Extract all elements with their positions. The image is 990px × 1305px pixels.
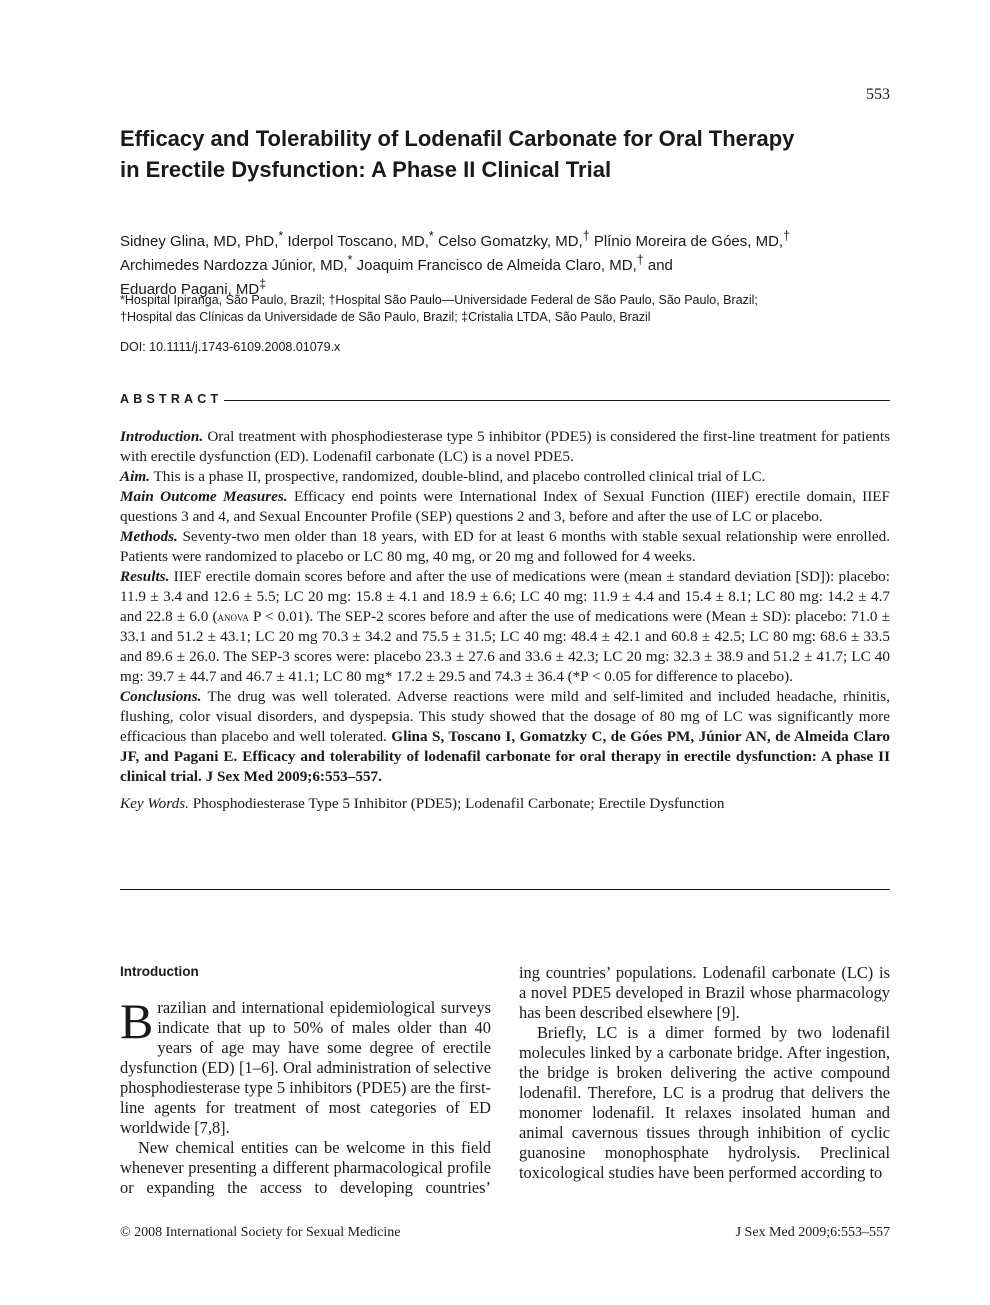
- footer-copyright: © 2008 International Society for Sexual Medicine: [120, 1225, 401, 1240]
- abstract-methods: Methods. Seventy-two men older than 18 years, with ED for at least 6 months with stable sexual relationship were enrolled. Patients were randomized to placebo or LC 80 mg, 40 mg, or 20 mg and followed for 4 weeks.: [120, 528, 890, 565]
- abstract-bottom-rule: [120, 889, 890, 890]
- author-4: Plínio Moreira de Góes, MD,†: [593, 229, 791, 250]
- author-3: Celso Gomatzky, MD,†: [437, 229, 590, 250]
- author-list: [120, 227, 900, 299]
- paragraph-1: Brazilian and international epidemiological surveys indicate that up to 50% of males older than 40 years of age may have some degree of erectile dysfunction (ED) [1–6]. Oral administration of selective phosphodiesterase type 5 inhibitors (PDE5) are the first-line agents for treatment of most categories of ED worldwide [7,8].: [120, 993, 491, 1137]
- abstract-label: ABSTRACT: [120, 392, 223, 406]
- author-5: Archimedes Nardozza Júnior, MD,*: [120, 253, 353, 274]
- body-column-left: [120, 963, 491, 1198]
- abstract-header: [120, 390, 890, 408]
- doi[interactable]: DOI: 10.1111/j.1743-6109.2008.01079.x: [120, 340, 341, 354]
- footer-journal-citation: J Sex Med 2009;6:553–557: [735, 1225, 890, 1240]
- abstract-conclusions: Conclusions. The drug was well tolerated. Adverse reactions were mild and self-limited and included headache, rhinitis, flushing, color visual disorders, and dyspepsia. This study showed that the dosage of 80 mg of LC was significantly more efficacious than placebo and well tolerated. Glina S, Toscano I, Gomatzky C, de Góes PM, Júnior AN, de Almeida Claro JF, and Pagani E. Efficacy and tolerability of lodenafil carbonate for oral therapy in erectile dysfunction: A phase II clinical trial. J Sex Med 2009;6:553–557.: [120, 688, 891, 785]
- affiliations: [120, 292, 900, 326]
- author-1: Sidney Glina, MD, PhD,*: [120, 229, 284, 250]
- paragraph-3: Briefly, LC is a dimer formed by two lodenafil molecules linked by a carbonate bridge. After ingestion, the bridge is broken delivering the active compound lodenafil. Therefore, LC is a prodrug that delivers the monomer lodenafil. It relaxes insolated human and animal cavernous tissues through inhibition of cyclic guanosine monophosphate hydrolysis. Preclinical toxicological studies have been performed according to: [519, 1023, 890, 1182]
- abstract-measures: Main Outcome Measures. Efficacy end points were International Index of Sexual Function (IIEF) erectile domain, IIEF questions 3 and 4, and Sexual Encounter Profile (SEP) questions 2 and 3, before and after the use of LC or placebo.: [120, 488, 890, 525]
- author-6: Joaquim Francisco de Almeida Claro, MD,† and: [356, 253, 673, 274]
- abstract-results: Results. IIEF erectile domain scores before and after the use of medications were (mean ± standard deviation [SD]): placebo: 11.9 ± 3.4 and 12.6 ± 5.5; LC 20 mg: 15.8 ± 4.1 and 18.9 ± 6.6; LC 40 mg: 11.9 ± 4.4 and 15.4 ± 8.1; LC 80 mg: 14.2 ± 4.7 and 22.8 ± 6.0 (anova P < 0.01). The SEP-2 scores before and after the use of medications were (Mean ± SD): placebo: 71.0 ± 33.1 and 51.2 ± 43.1; LC 20 mg 70.3 ± 34.2 and 75.5 ± 31.5; LC 40 mg: 48.4 ± 42.1 and 60.8 ± 42.5; LC 80 mg: 68.6 ± 33.5 and 89.6 ± 26.0. The SEP-3 scores were: placebo 23.3 ± 27.6 and 33.6 ± 42.3; LC 20 mg: 32.3 ± 38.9 and 51.2 ± 41.7; LC 40 mg: 39.7 ± 44.7 and 46.7 ± 41.1; LC 80 mg* 17.2 ± 29.5 and 74.3 ± 36.4 (*P < 0.05 for difference to placebo).: [120, 568, 890, 685]
- section-heading-introduction: Introduction: [120, 964, 199, 979]
- affiliation-line-2: †Hospital das Clínicas da Universidade de São Paulo, Brazil; ‡Cristalia LTDA, São Paulo, Brazil: [120, 310, 651, 324]
- title-line-2: in Erectile Dysfunction: A Phase II Clinical Trial: [120, 157, 612, 182]
- abstract-body: [120, 427, 890, 814]
- abstract-aim: Aim. This is a phase II, prospective, randomized, double-blind, and placebo controlled clinical trial of LC.: [120, 468, 766, 485]
- abstract-rule: [224, 400, 890, 401]
- article-title: [120, 123, 890, 185]
- paragraph-2-continued: ing countries’ populations. Lodenafil carbonate (LC) is a novel PDE5 developed in Brazil whose pharmacology has been described elsewhere [9].: [519, 963, 890, 1022]
- title-line-1: Efficacy and Tolerability of Lodenafil Carbonate for Oral Therapy: [120, 126, 795, 151]
- body-column-right: [519, 963, 890, 1183]
- drop-cap: B: [120, 993, 154, 1049]
- citation: Glina S, Toscano I, Gomatzky C, de Góes PM, Júnior AN, de Almeida Claro JF, and Pagani E. Efficacy and tolerability of lodenafil carbonate for oral therapy in erectile dysfunction: A phase II clinical trial. J Sex Med 2009;6:553–557.: [120, 728, 891, 785]
- page-number: 553: [866, 86, 890, 103]
- abstract-keywords: Key Words. Phosphodiesterase Type 5 Inhibitor (PDE5); Lodenafil Carbonate; Erectile Dysfunction: [120, 795, 725, 812]
- author-2: Iderpol Toscano, MD,*: [287, 229, 434, 250]
- paragraph-2: New chemical entities can be welcome in this field whenever presenting a different pharmacological profile or expanding the access to developing countries’: [120, 1138, 491, 1197]
- affiliation-line-1: *Hospital Ipiranga, São Paulo, Brazil; †Hospital São Paulo—Universidade Federal de São Paulo, São Paulo, Brazil;: [120, 293, 758, 307]
- abstract-introduction: Introduction. Oral treatment with phosphodiesterase type 5 inhibitor (PDE5) is considered the first-line treatment for patients with erectile dysfunction (ED). Lodenafil carbonate (LC) is a novel PDE5.: [120, 428, 890, 465]
- author-7: Eduardo Pagani, MD‡: [120, 277, 267, 298]
